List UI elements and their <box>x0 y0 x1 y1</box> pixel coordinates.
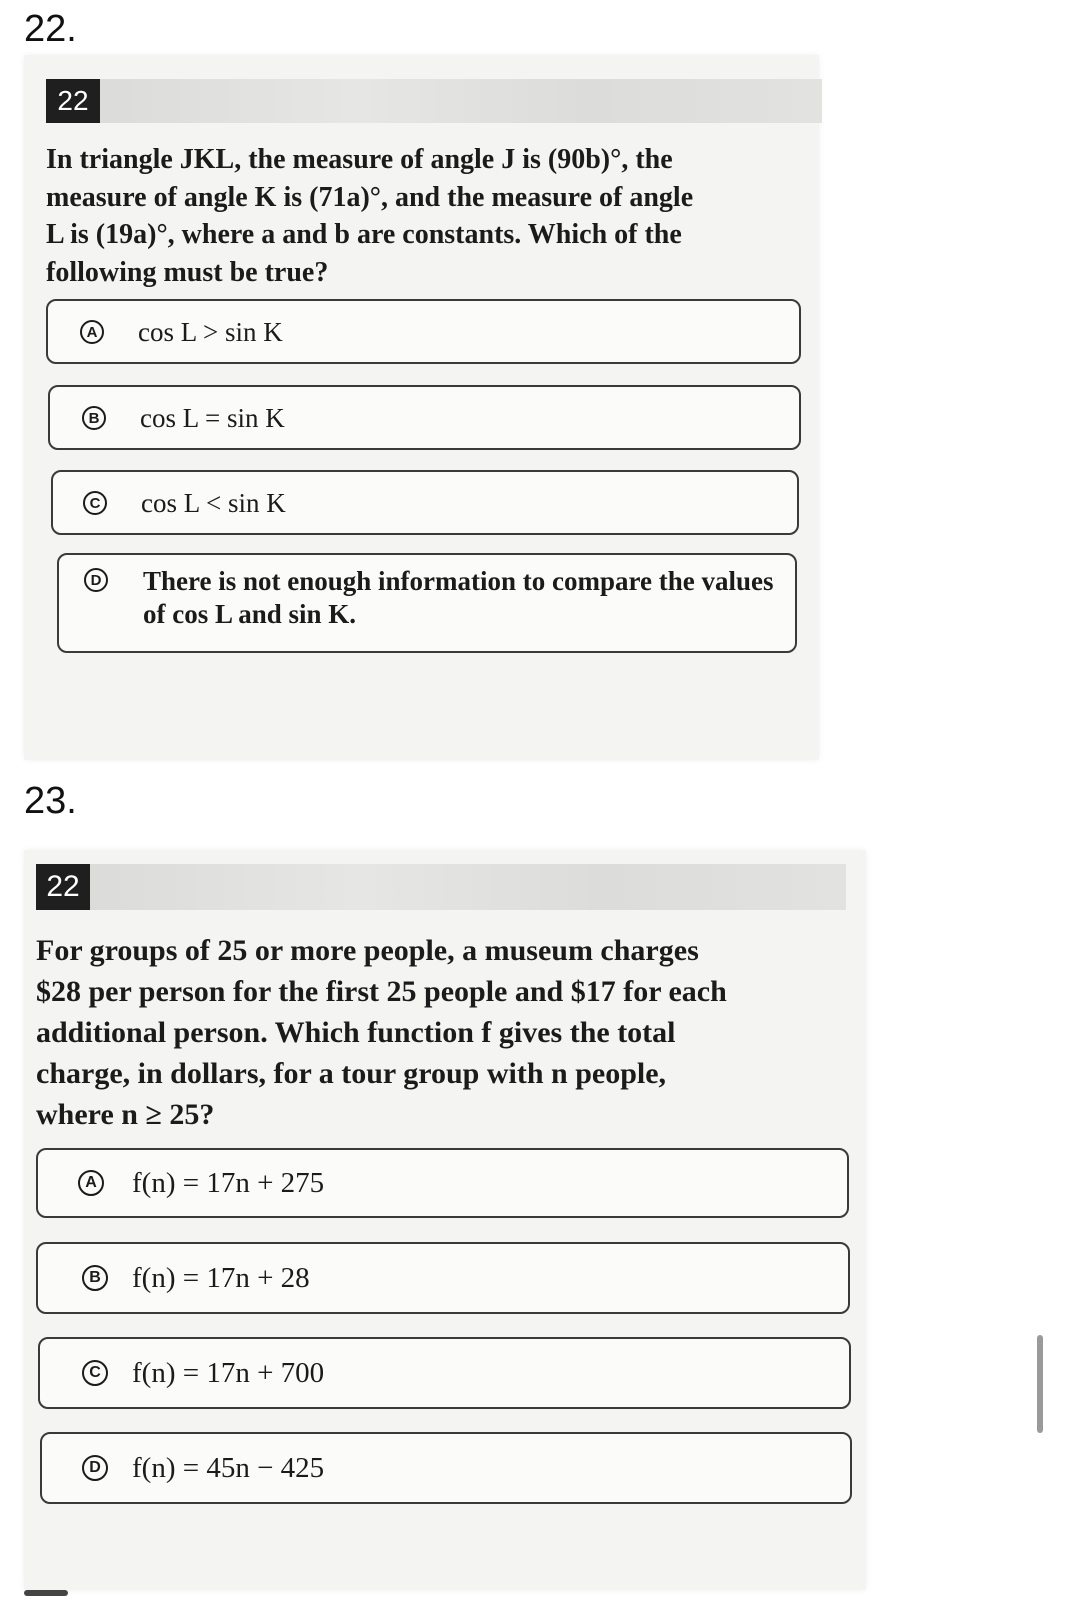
question-card <box>24 850 866 1590</box>
option-text: There is not enough information to compare the values of cos L and sin K. <box>143 566 774 629</box>
option-letter-b: B <box>82 406 106 430</box>
answer-option-d[interactable] <box>57 553 797 653</box>
answer-option-a[interactable] <box>46 299 801 364</box>
answer-option-b[interactable] <box>36 1242 850 1314</box>
option-text: f(n) = 45n − 425 <box>132 1452 325 1484</box>
answer-option-a[interactable] <box>36 1148 849 1218</box>
question-header <box>46 79 822 123</box>
question-stem <box>36 930 727 1135</box>
option-letter-a: A <box>80 320 104 344</box>
option-text: cos L = sin K <box>140 403 285 433</box>
option-letter-d: D <box>84 568 108 592</box>
option-text: f(n) = 17n + 700 <box>132 1357 325 1389</box>
stem-line: In triangle JKL, the measure of angle J is (90b)°, the <box>46 144 673 175</box>
answer-option-c[interactable] <box>51 470 799 535</box>
option-text: f(n) = 17n + 275 <box>132 1167 325 1199</box>
stem-line: additional person. Which function f gives the total <box>36 1016 676 1049</box>
stem-line: For groups of 25 or more people, a museum charges <box>36 934 699 967</box>
stem-line: $28 per person for the first 25 people and $17 for each <box>36 975 727 1008</box>
option-letter-d: D <box>82 1455 108 1481</box>
stem-line: where n ≥ 25? <box>36 1098 215 1131</box>
question-badge: 22 <box>46 79 100 123</box>
stem-line: L is (19a)°, where a and b are constants. Which of the <box>46 219 682 250</box>
question-stem <box>46 141 693 291</box>
question-number: 22. <box>24 8 77 50</box>
stem-line: following must be true? <box>46 256 329 288</box>
stem-line: charge, in dollars, for a tour group with n people, <box>36 1057 667 1090</box>
option-letter-b: B <box>82 1265 108 1291</box>
question-card <box>24 55 819 760</box>
question-number: 23. <box>24 780 77 822</box>
option-text: cos L < sin K <box>141 488 286 518</box>
option-letter-c: C <box>83 491 107 515</box>
answer-option-d[interactable] <box>40 1432 852 1504</box>
question-badge: 22 <box>36 864 90 910</box>
answer-option-b[interactable] <box>48 385 801 450</box>
option-text: f(n) = 17n + 28 <box>132 1262 310 1294</box>
option-letter-c: C <box>82 1360 108 1386</box>
scrollbar-thumb[interactable] <box>1037 1335 1043 1433</box>
question-header <box>36 864 846 910</box>
next-question-number-fragment <box>24 1590 68 1596</box>
answer-option-c[interactable] <box>38 1337 851 1409</box>
stem-line: measure of angle K is (71a)°, and the measure of angle <box>46 181 694 213</box>
option-letter-a: A <box>78 1170 104 1196</box>
option-text: cos L > sin K <box>138 317 283 347</box>
